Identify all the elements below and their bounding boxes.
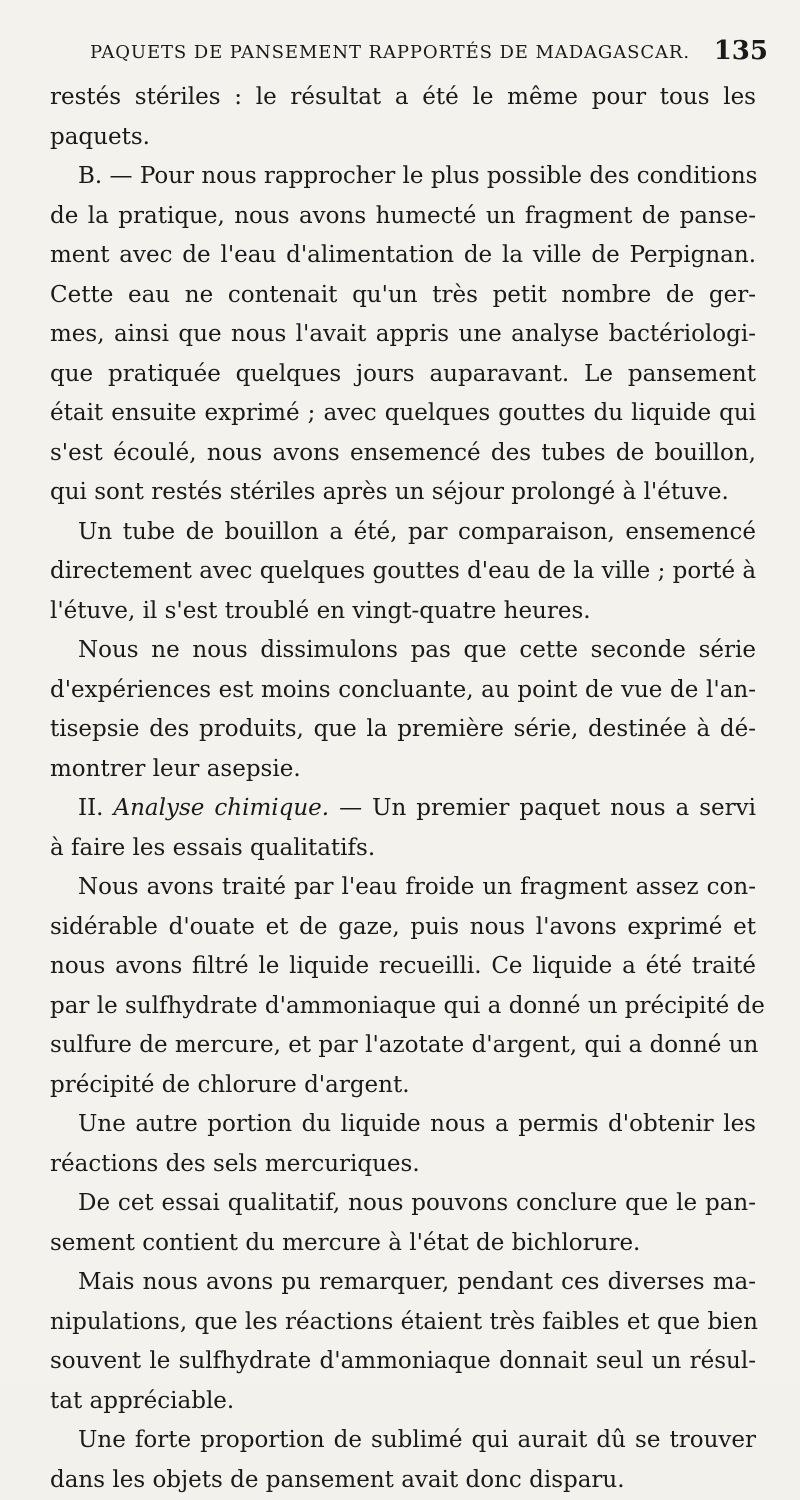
- text-line: restés stériles : le résultat a été le même pour tous les: [50, 78, 756, 118]
- text-line: Nous ne nous dissimulons pas que cette seconde série: [50, 631, 756, 671]
- text-line: dans les objets de pansement avait donc disparu.: [50, 1461, 756, 1500]
- text-line: ment avec de l'eau d'alimentation de la ville de Perpignan.: [50, 236, 756, 276]
- text-line-prefix: II.: [78, 795, 114, 821]
- running-title: PAQUETS DE PANSEMENT RAPPORTÉS DE MADAGASCAR.: [90, 42, 690, 63]
- body-text: [50, 78, 756, 1500]
- text-line: [50, 789, 756, 829]
- text-line: réactions des sels mercuriques.: [50, 1145, 756, 1185]
- text-line: nipulations, que les réactions étaient très faibles et que bien: [50, 1303, 756, 1343]
- text-line-suffix: — Un premier paquet nous a servi: [329, 795, 756, 821]
- page-header: [52, 38, 768, 68]
- text-line: qui sont restés stériles après un séjour prolongé à l'étuve.: [50, 473, 756, 513]
- text-line: sement contient du mercure à l'état de bichlorure.: [50, 1224, 756, 1264]
- text-line: était ensuite exprimé ; avec quelques gouttes du liquide qui: [50, 394, 756, 434]
- text-line: d'expériences est moins concluante, au point de vue de l'an-: [50, 671, 756, 711]
- text-line: de la pratique, nous avons humecté un fragment de panse-: [50, 197, 756, 237]
- text-line: Cette eau ne contenait qu'un très petit nombre de ger-: [50, 276, 756, 316]
- text-line: tisepsie des produits, que la première série, destinée à dé-: [50, 710, 756, 750]
- text-line: sidérable d'ouate et de gaze, puis nous l'avons exprimé et: [50, 908, 756, 948]
- text-line: nous avons filtré le liquide recueilli. Ce liquide a été traité: [50, 947, 756, 987]
- page-number: 135: [714, 36, 768, 66]
- text-line: directement avec quelques gouttes d'eau de la ville ; porté à: [50, 552, 756, 592]
- text-line: précipité de chlorure d'argent.: [50, 1066, 756, 1106]
- text-line: à faire les essais qualitatifs.: [50, 829, 756, 869]
- text-line: que pratiquée quelques jours auparavant. Le pansement: [50, 355, 756, 395]
- section-title-italic: Analyse chimique.: [114, 795, 330, 821]
- text-line: montrer leur asepsie.: [50, 750, 756, 790]
- text-line: Un tube de bouillon a été, par comparaison, ensemencé: [50, 513, 756, 553]
- text-line: par le sulfhydrate d'ammoniaque qui a donné un précipité de: [50, 987, 756, 1027]
- text-line: tat appréciable.: [50, 1382, 756, 1422]
- text-line: B. — Pour nous rapprocher le plus possible des conditions: [50, 157, 756, 197]
- text-line: sulfure de mercure, et par l'azotate d'argent, qui a donné un: [50, 1026, 756, 1066]
- text-line: mes, ainsi que nous l'avait appris une analyse bactériologi-: [50, 315, 756, 355]
- text-line: souvent le sulfhydrate d'ammoniaque donnait seul un résul-: [50, 1342, 756, 1382]
- text-line: l'étuve, il s'est troublé en vingt-quatre heures.: [50, 592, 756, 632]
- text-line: Nous avons traité par l'eau froide un fragment assez con-: [50, 868, 756, 908]
- text-line: Une forte proportion de sublimé qui aurait dû se trouver: [50, 1421, 756, 1461]
- text-line: Une autre portion du liquide nous a permis d'obtenir les: [50, 1105, 756, 1145]
- text-line: Mais nous avons pu remarquer, pendant ces diverses ma-: [50, 1263, 756, 1303]
- text-line: paquets.: [50, 118, 756, 158]
- text-line: s'est écoulé, nous avons ensemencé des tubes de bouillon,: [50, 434, 756, 474]
- text-line: De cet essai qualitatif, nous pouvons conclure que le pan-: [50, 1184, 756, 1224]
